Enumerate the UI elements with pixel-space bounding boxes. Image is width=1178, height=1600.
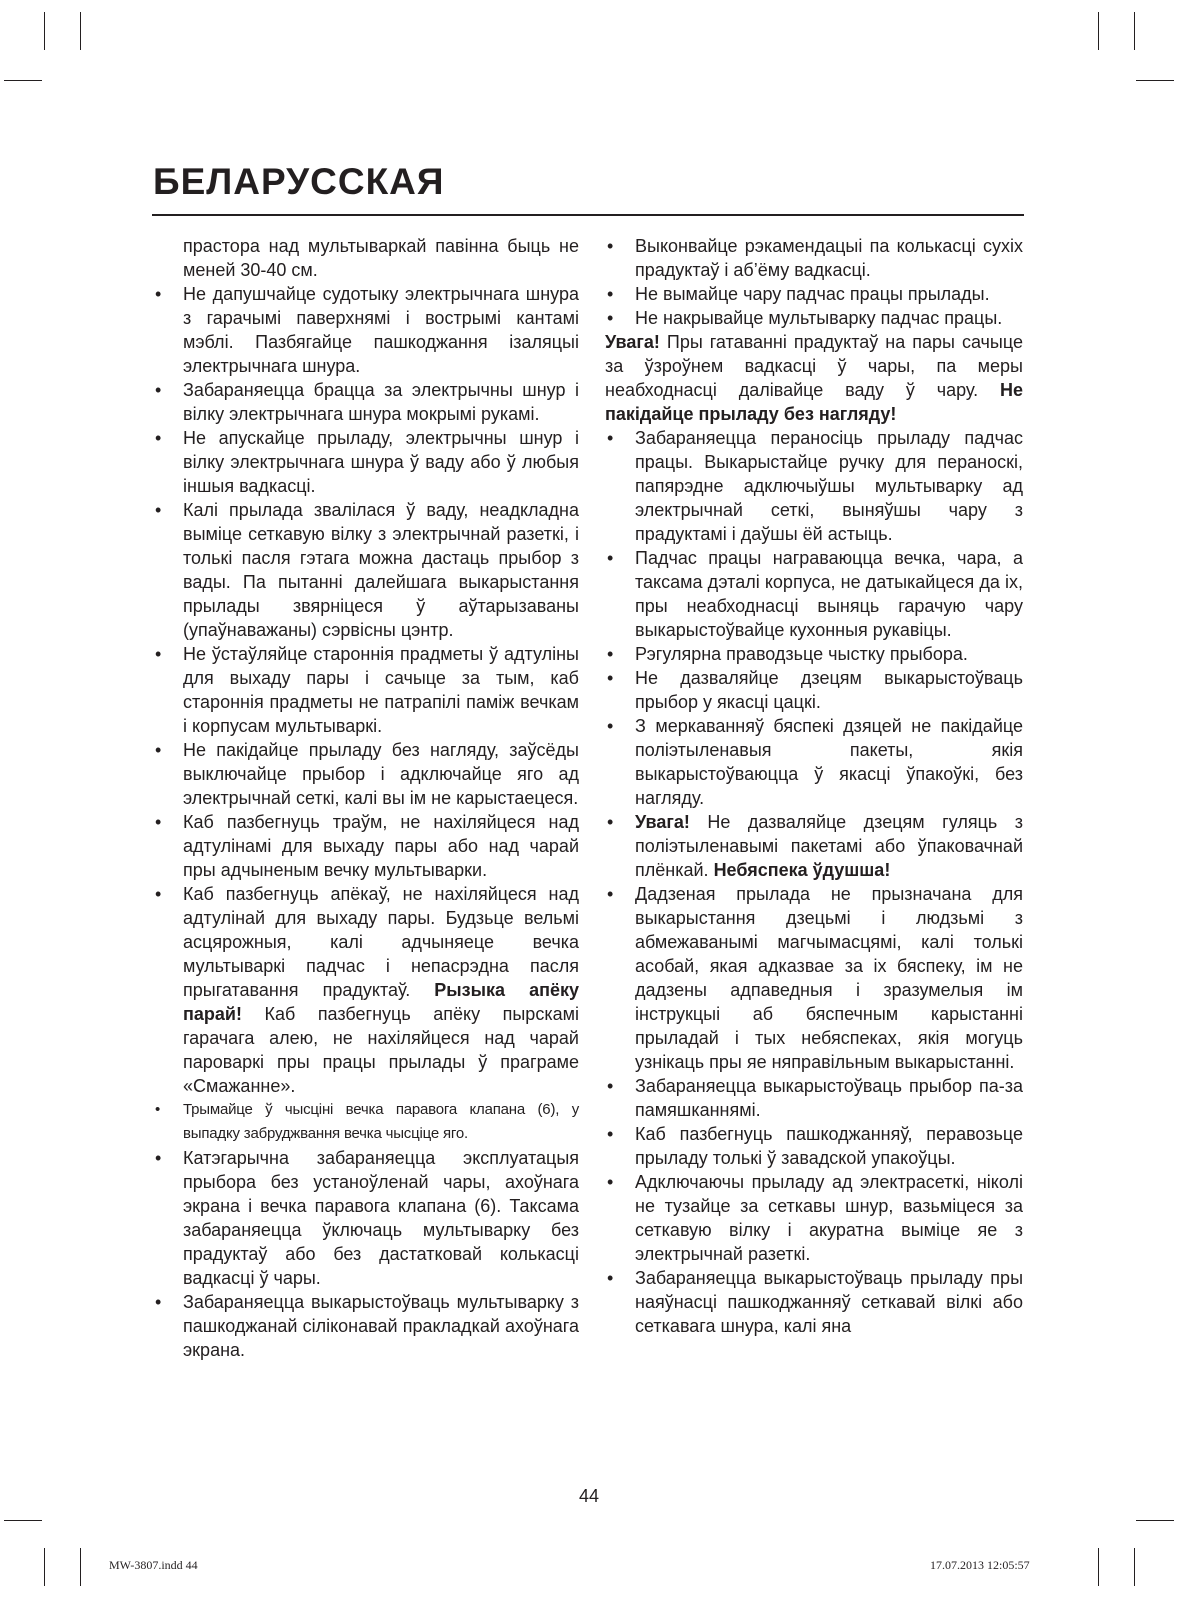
crop-mark bbox=[1136, 1520, 1174, 1521]
list-item: • Катэгарычна забараняецца эксплуатацыя прыбора без устаноўленай чары, ахоўнага экрана і вечка паравога клапана (6). Таксама забараняецца ўключаць мультыварку без прадуктаў або без дастатковай колькасці вадкасці ў чары. bbox=[153, 1146, 579, 1290]
crop-mark bbox=[44, 1548, 45, 1586]
list-item: • Забараняецца брацца за электрычны шнур і вілку электрычнага шнура мокрымі рукамі. bbox=[153, 378, 579, 426]
list-item: • Не апускайце прыладу, электрычны шнур і вілку электрычнага шнура ў ваду або ў любыя іншыя вадкасці. bbox=[153, 426, 579, 498]
list-item: • Не накрывайце мультыварку падчас працы. bbox=[605, 306, 1023, 330]
crop-mark bbox=[1136, 80, 1174, 81]
list-item: • Не дапушчайце судотыку электрычнага шнура з гарачымі паверхнямі і вострымі кантамі мэблі. Пазбягайце пашкоджання ізаляцыі электрычнага шнура. bbox=[153, 282, 579, 378]
page-number: 44 bbox=[578, 1486, 600, 1506]
list-item-warning bbox=[605, 810, 1023, 882]
right-column bbox=[605, 234, 1023, 1338]
continued-text: прастора над мультываркай павінна быць не меней 30-40 см. bbox=[183, 236, 579, 280]
left-bullet-list bbox=[153, 282, 579, 1362]
list-item: • Забараняецца выкарыстоўваць прыбор па-за памяшканнямі. bbox=[605, 1074, 1023, 1122]
list-item: • Каб пазбегнуць пашкоджанняў, перавозьце прыладу толькі ў завадской упакоўцы. bbox=[605, 1122, 1023, 1170]
list-item: • Забараняецца выкарыстоўваць прыладу пры наяўнасці пашкоджанняў сеткавай вілкі або сеткавага шнура, калі яна bbox=[605, 1266, 1023, 1338]
crop-mark bbox=[1098, 12, 1099, 50]
warning-text: Не дазваляйце дзецям гуляць з поліэтыленавымі пакетамі або ўпаковачнай плёнкай. bbox=[635, 812, 1023, 880]
steam-warning-bold: Рызыка апёку парай! bbox=[183, 980, 579, 1024]
list-item: • Дадзеная прылада не прызначана для выкарыстання дзецьмі і людзьмі з абмежаванымі магчымасцямі, калі толькі асобай, якая адказвае за іх бяспеку, ім не дадзены адпаведныя і зразумелыя ім інструкцыі аб бяспечным карыстанні прыладай і тых небяспеках, якія могуць узнікаць пры яе няправільным выкарыстанні. bbox=[605, 882, 1023, 1074]
crop-mark bbox=[4, 80, 42, 81]
crop-mark bbox=[44, 12, 45, 50]
crop-mark bbox=[80, 1548, 81, 1586]
slug-file-info: MW-3807.indd 44 bbox=[109, 1558, 198, 1572]
crop-mark bbox=[1134, 1548, 1135, 1586]
list-item: • Трымайце ў чысціні вечка паравога клапана (6), у выпадку забруджвання вечка чысціце яго. bbox=[153, 1098, 579, 1146]
list-item: • Не вымайце чару падчас працы прылады. bbox=[605, 282, 1023, 306]
attention-bold: Не пакідайце прыладу без нагляду! bbox=[605, 380, 1023, 424]
crop-mark bbox=[1134, 12, 1135, 50]
list-item: • Адключаючы прыладу ад электрасеткі, ніколі не тузайце за сеткавы шнур, вазьміцеся за сеткавую вілку і акуратна выміце яе з электрычнай разеткі. bbox=[605, 1170, 1023, 1266]
right-bullet-list-1 bbox=[605, 234, 1023, 330]
list-item: • Калі прылада звалілася ў ваду, неадкладна выміце сеткавую вілку з электрычнай разеткі, і толькі пасля гэтага можна дастаць прыбор з вады. Па пытанні далейшага выкарыстання прылады звярніцеся ў аўтарызаваны (упаўнаважаны) сэрвісны цэнтр. bbox=[153, 498, 579, 642]
page-title: БЕЛАРУССКАЯ bbox=[153, 161, 445, 202]
list-item: • Не дазваляйце дзецям выкарыстоўваць прыбор у якасці цацкі. bbox=[605, 666, 1023, 714]
crop-mark bbox=[80, 12, 81, 50]
slug-date-time: 17.07.2013 12:05:57 bbox=[930, 1558, 1030, 1572]
list-item: • Забараняецца выкарыстоўваць мультыварку з пашкоджанай сіліконавай пракладкай ахоўнага экрана. bbox=[153, 1290, 579, 1362]
attention-text: Пры гатаванні прадуктаў на пары сачыце за ўзроўнем вадкасці ў чары, па меры неабходнасці далівайце ваду ў чару. bbox=[605, 332, 1023, 400]
steam-text-c: Каб пазбегнуць апёку пырскамі гарачага алею, не нахіляйцеся над чарай пароваркі пры працы прылады ў праграме «Смажанне». bbox=[183, 1004, 579, 1096]
list-item: • Каб пазбегнуць траўм, не нахіляйцеся над адтулінамі для выхаду пары або над чарай пры адчыненым вечку мультыварки. bbox=[153, 810, 579, 882]
attention-label: Увага! bbox=[605, 332, 660, 352]
list-item: • Падчас працы награваюцца вечка, чара, а таксама дэталі корпуса, не датыкайцеся да іх, пры неабходнасці выняць гарачую чару выкарыстоўвайце кухонныя рукавіцы. bbox=[605, 546, 1023, 642]
list-item: • З меркаванняў бяспекі дзяцей не пакідайце поліэтыленавыя пакеты, якія выкарыстоўваюцца ў якасці ўпакоўкі, без нагляду. bbox=[605, 714, 1023, 810]
list-item: • Не ўстаўляйце староннія прадметы ў адтуліны для выхаду пары і сачыце за тым, каб староннія прадметы не патрапілі паміж вечкам і корпусам мультываркі. bbox=[153, 642, 579, 738]
list-item-steam-warning bbox=[153, 882, 579, 1098]
list-item: • Выконвайце рэкамендацыі па колькасці сухіх прадуктаў і аб’ёму вадкасці. bbox=[605, 234, 1023, 282]
right-bullet-list-2 bbox=[605, 426, 1023, 1338]
crop-mark bbox=[4, 1520, 42, 1521]
title-rule bbox=[152, 214, 1024, 216]
steam-text-a: Каб пазбегнуць апёкаў, не нахіляйцеся над адтулінай для выхаду пары. Будзьце вельмі асцярожныя, калі адчыняеце вечка мультываркі падчас і непасрэдна пасля прыгатавання прадуктаў. bbox=[183, 884, 579, 1000]
attention-note bbox=[605, 330, 1023, 426]
left-column bbox=[153, 234, 579, 1362]
list-item: • Рэгулярна праводзьце чыстку прыбора. bbox=[605, 642, 1023, 666]
crop-mark bbox=[1098, 1548, 1099, 1586]
list-item: • Не пакідайце прыладу без нагляду, заўсёды выключайце прыбор і адключайце яго ад электрычнай сеткі, калі вы ім не карыстаецеся. bbox=[153, 738, 579, 810]
list-item: • Забараняецца пераносіць прыладу падчас працы. Выкарыстайце ручку для пераноскі, папярэдне адключыўшы мультыварку ад электрычнай сеткі, выняўшы чару з прадуктамі і даўшы ёй астыць. bbox=[605, 426, 1023, 546]
warning-label: Увага! bbox=[635, 812, 690, 832]
warning-bold: Небяспека ўдушша! bbox=[713, 860, 891, 880]
